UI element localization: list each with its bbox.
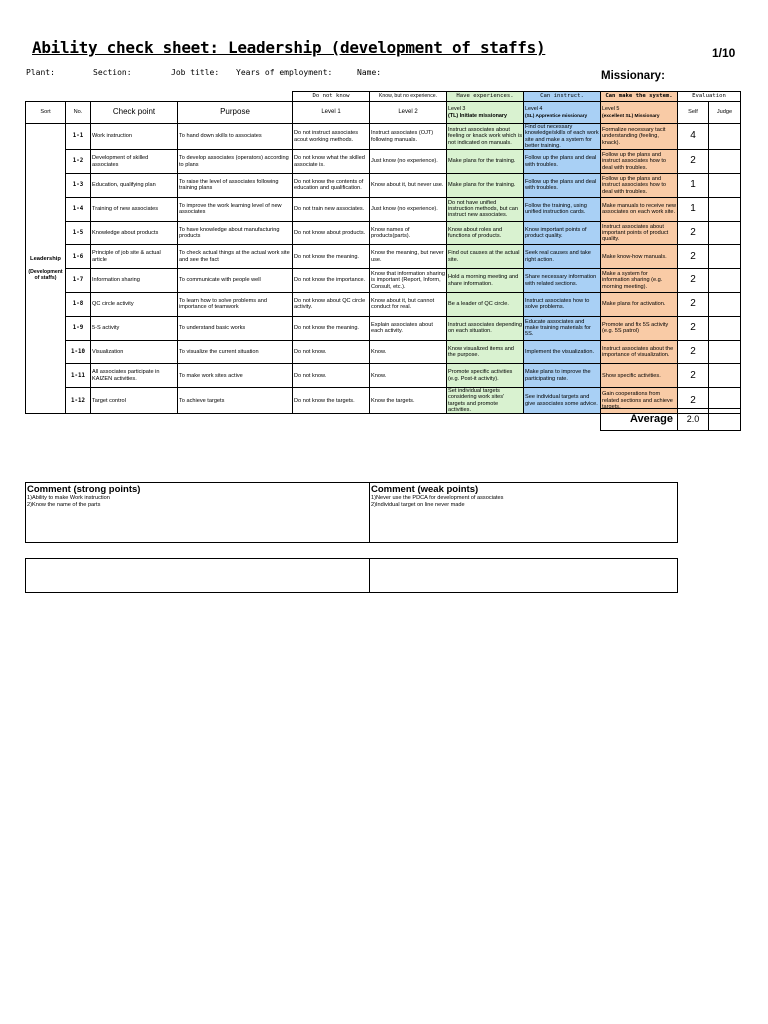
check-point: Development of skilled associates xyxy=(91,150,178,174)
level2-text: Just know (no experience). xyxy=(370,197,447,221)
check-point: 5-S activity xyxy=(91,316,178,340)
purpose-header: Purpose xyxy=(178,102,293,124)
judge-score[interactable] xyxy=(709,124,741,150)
level3-text: Do not have unified instruction methods, but can instruct new associates. xyxy=(447,197,524,221)
level5-text: Formalize necessary tacit understanding (feeling, knack). xyxy=(601,124,678,150)
level5-header-subtitle: (excellent SL) Missionary xyxy=(602,113,660,119)
level3-text: Instruct associates depending on each situation. xyxy=(447,316,524,340)
name-label: Name: xyxy=(357,68,382,77)
level4-text: Implement the visualization. xyxy=(524,340,601,364)
purpose: To communicate with people well xyxy=(178,269,293,293)
purpose: To improve the work learning level of new associates xyxy=(178,197,293,221)
years-of-employment-label: Years of employment: xyxy=(236,68,333,77)
purpose: To develop associates (operators) according to plans xyxy=(178,150,293,174)
table-row xyxy=(26,197,741,221)
self-score[interactable]: 4 xyxy=(678,124,709,150)
level1-description: Do not know xyxy=(293,92,370,102)
additional-comment-box-left[interactable] xyxy=(26,559,370,593)
row-number: 1-8 xyxy=(66,292,91,316)
table-row xyxy=(26,173,741,197)
page-number: 1/10 xyxy=(712,46,736,60)
level4-text: Make plans to improve the participating rate. xyxy=(524,364,601,388)
level5-text: Follow up the plans and instruct associates how to deal with troubles. xyxy=(601,150,678,174)
row-number: 1-5 xyxy=(66,221,91,245)
weak-point-line: 2)Individual target on line never made xyxy=(371,502,465,508)
self-header: Self xyxy=(678,102,709,124)
level1-text: Do not instruct associates acout working methods. xyxy=(293,124,370,150)
judge-score[interactable] xyxy=(709,292,741,316)
check-point: All associates participate in KAIZEN activities. xyxy=(91,364,178,388)
level3-header xyxy=(447,102,524,124)
level1-text: Do not know the contents of education and qualification. xyxy=(293,173,370,197)
level1-header: Level 1 xyxy=(293,102,370,124)
additional-comment-box-right[interactable] xyxy=(370,559,678,593)
level3-header-title: Level 3 xyxy=(448,105,466,112)
level2-text: Know the meaning, but never use. xyxy=(370,245,447,269)
level4-text: Follow up the plans and deal with troubles. xyxy=(524,173,601,197)
check-point: Visualization xyxy=(91,340,178,364)
level4-header-subtitle: (SL) Apprentice missionary xyxy=(525,113,588,119)
level5-text: Instruct associates about important points of product quality. xyxy=(601,221,678,245)
table-row xyxy=(26,124,741,150)
average-judge[interactable] xyxy=(709,409,741,431)
judge-score[interactable] xyxy=(709,150,741,174)
level2-text: Know names of products(parts). xyxy=(370,221,447,245)
check-point-header: Check point xyxy=(91,102,178,124)
level1-text: Do not know the meaning. xyxy=(293,316,370,340)
average-label: Average xyxy=(601,409,678,431)
level3-description: Have experiences. xyxy=(447,92,524,102)
level3-text: Hold a morning meeting and share information. xyxy=(447,269,524,293)
missionary-label: Missionary: xyxy=(601,70,665,82)
judge-score[interactable] xyxy=(709,197,741,221)
level4-text: Instruct associates how to solve problems. xyxy=(524,292,601,316)
self-score[interactable]: 2 xyxy=(678,388,709,414)
level3-text: Know visualized items and the purpose. xyxy=(447,340,524,364)
level4-text: Educate associates and make training materials for 5S. xyxy=(524,316,601,340)
purpose: To check actual things at the actual work site and see the fact xyxy=(178,245,293,269)
purpose: To raise the level of associates following training plans xyxy=(178,173,293,197)
table-row xyxy=(26,245,741,269)
weak-points-title: Comment (weak points) xyxy=(371,484,479,495)
judge-score[interactable] xyxy=(709,316,741,340)
level4-text: Follow the training, using unified instruction cards. xyxy=(524,197,601,221)
level2-text: Know the targets. xyxy=(370,388,447,414)
level1-text: Do not know the importance. xyxy=(293,269,370,293)
level-label-row xyxy=(26,92,741,102)
row-number: 1-7 xyxy=(66,269,91,293)
evaluation-header: Evaluation xyxy=(678,92,741,102)
no-header: No. xyxy=(66,102,91,124)
purpose: To learn how to solve problems and importance of teamwork xyxy=(178,292,293,316)
row-number: 1-4 xyxy=(66,197,91,221)
judge-score[interactable] xyxy=(709,173,741,197)
check-point: QC circle activity xyxy=(91,292,178,316)
purpose: To understand basic works xyxy=(178,316,293,340)
level4-header xyxy=(524,102,601,124)
level5-text: Instruct associates about the importance of visualization. xyxy=(601,340,678,364)
row-number: 1-9 xyxy=(66,316,91,340)
level3-text: Promote specific activities (e.g. Post-it activity). xyxy=(447,364,524,388)
check-point: Target control xyxy=(91,388,178,414)
level4-text: Know important points of product quality. xyxy=(524,221,601,245)
ability-check-table xyxy=(25,91,741,414)
average-value: 2.0 xyxy=(678,409,709,431)
level5-text: Promote and fix 5S activity (e.g. 5S patrol) xyxy=(601,316,678,340)
level2-header: Level 2 xyxy=(370,102,447,124)
sort-label: Leadership xyxy=(30,256,61,263)
self-score[interactable]: 2 xyxy=(678,340,709,364)
level1-text: Do not know about products. xyxy=(293,221,370,245)
level4-text: See individual targets and give associates some advice. xyxy=(524,388,601,414)
judge-score[interactable] xyxy=(709,245,741,269)
strong-points-box[interactable] xyxy=(26,483,370,543)
purpose: To have knowledge about manufacturing products xyxy=(178,221,293,245)
level4-description: Can instruct. xyxy=(524,92,601,102)
level5-text: Follow up the plans and instruct associates how to deal with troubles. xyxy=(601,173,678,197)
check-point: Principle of job site & actual article xyxy=(91,245,178,269)
level5-header xyxy=(601,102,678,124)
level2-text: Know that information sharing is important (Report, Inform, Consult, etc.). xyxy=(370,269,447,293)
table-row xyxy=(26,316,741,340)
row-number: 1-10 xyxy=(66,340,91,364)
section-label: Section: xyxy=(93,68,132,77)
self-score[interactable]: 2 xyxy=(678,292,709,316)
plant-label: Plant: xyxy=(26,68,55,77)
row-number: 1-2 xyxy=(66,150,91,174)
level3-text: Make plans for the training. xyxy=(447,150,524,174)
row-number: 1-6 xyxy=(66,245,91,269)
level3-text: Instruct associates about feeling or knack work which is not indicated on manuals. xyxy=(447,124,524,150)
purpose: To make work sites active xyxy=(178,364,293,388)
table-row xyxy=(26,364,741,388)
level1-text: Do not train new associates. xyxy=(293,197,370,221)
check-point: Work instruction xyxy=(91,124,178,150)
weak-point-line: 1)Never use the PDCA for development of associates xyxy=(371,495,504,501)
table-row xyxy=(26,221,741,245)
level2-text: Instruct associates (OJT) following manuals. xyxy=(370,124,447,150)
level3-text: Make plans for the training. xyxy=(447,173,524,197)
level1-text: Do not know what the skilled associate is. xyxy=(293,150,370,174)
level2-text: Know. xyxy=(370,364,447,388)
strong-point-line: 1)Ability to make Work instruction xyxy=(27,495,110,501)
check-point: Education, qualifying plan xyxy=(91,173,178,197)
table-row xyxy=(26,292,741,316)
level3-header-subtitle: (TL) Initiate missionary xyxy=(448,112,508,119)
judge-score[interactable] xyxy=(709,269,741,293)
self-score[interactable]: 2 xyxy=(678,269,709,293)
self-score[interactable]: 1 xyxy=(678,197,709,221)
level2-text: Know about it, but cannot conduct for real. xyxy=(370,292,447,316)
comments-spacer xyxy=(26,543,370,559)
strong-points-title: Comment (strong points) xyxy=(27,484,141,495)
level2-text: Know. xyxy=(370,340,447,364)
level4-text: Follow up the plans and deal with troubles. xyxy=(524,150,601,174)
check-point: Training of new associates xyxy=(91,197,178,221)
sort-sublabel: (Development of staffs) xyxy=(28,268,63,281)
level2-text: Explain associates about each activity. xyxy=(370,316,447,340)
self-score[interactable]: 2 xyxy=(678,316,709,340)
level1-text: Do not know about QC circle activity. xyxy=(293,292,370,316)
judge-score[interactable] xyxy=(709,221,741,245)
level5-text: Make plans for activation. xyxy=(601,292,678,316)
level5-description: Can make the system. xyxy=(601,92,678,102)
level5-text: Make know-how manuals. xyxy=(601,245,678,269)
level1-text: Do not know. xyxy=(293,364,370,388)
self-score[interactable]: 2 xyxy=(678,245,709,269)
row-number: 1-3 xyxy=(66,173,91,197)
judge-header: Judge xyxy=(709,102,741,124)
self-score[interactable]: 2 xyxy=(678,150,709,174)
row-number: 1-1 xyxy=(66,124,91,150)
strong-point-line: 2)Know the name of the parts xyxy=(27,502,101,508)
level4-text: Find out necessary knowledge/skills of each work site and make a system for better training. xyxy=(525,124,599,149)
check-point: Knowledge about products xyxy=(91,221,178,245)
column-header-row xyxy=(26,102,741,124)
level5-text: Make manuals to receive new associates on each work site. xyxy=(601,197,678,221)
sort-cell xyxy=(26,124,66,414)
sort-header: Sort xyxy=(26,102,66,124)
table-row xyxy=(26,269,741,293)
level1-text: Do not know the meaning. xyxy=(293,245,370,269)
page-title: Ability check sheet: Leadership (development of staffs) xyxy=(32,38,546,57)
table-row xyxy=(26,150,741,174)
self-score[interactable]: 1 xyxy=(678,173,709,197)
weak-points-box[interactable] xyxy=(370,483,678,543)
level4-text: Share necessary information with related sections. xyxy=(524,269,601,293)
job-title-label: Job title: xyxy=(171,68,220,77)
level1-text: Do not know. xyxy=(293,340,370,364)
row-number: 1-12 xyxy=(66,388,91,414)
check-point: Information sharing xyxy=(91,269,178,293)
level1-text: Do not know the targets. xyxy=(293,388,370,414)
level3-text: Be a leader of QC circle. xyxy=(447,292,524,316)
level2-description: Know, but no experience. xyxy=(370,92,447,102)
level2-text: Just know (no experience). xyxy=(370,150,447,174)
judge-score[interactable] xyxy=(709,340,741,364)
level5-text: Show specific activities. xyxy=(601,364,678,388)
row-number: 1-11 xyxy=(66,364,91,388)
average-table xyxy=(600,408,741,431)
table-row xyxy=(26,340,741,364)
judge-score[interactable] xyxy=(709,364,741,388)
level5-text: Make a system for information sharing (e.g. morning meeting). xyxy=(601,269,678,293)
level3-text: Know about roles and functions of products. xyxy=(447,221,524,245)
purpose: To visualize the current situation xyxy=(178,340,293,364)
comments-spacer xyxy=(370,543,678,559)
level5-header-title: Level 5 xyxy=(602,105,620,112)
purpose: To hand down skills to associates xyxy=(178,124,293,150)
self-score[interactable]: 2 xyxy=(678,221,709,245)
level5-text: Gain cooperations from related sections and achieve targets. xyxy=(601,388,678,414)
level3-text: Find out causes at the actual site. xyxy=(447,245,524,269)
level3-text: Set individual targets considering work sites' targets and promote activities. xyxy=(447,388,524,414)
self-score[interactable]: 2 xyxy=(678,364,709,388)
level2-text: Know about it, but never use. xyxy=(370,173,447,197)
level4-text: Seek real causes and take right action. xyxy=(524,245,601,269)
level4-header-title: Level 4 xyxy=(525,105,543,112)
comments-table xyxy=(25,482,678,593)
purpose: To achieve targets xyxy=(178,388,293,414)
